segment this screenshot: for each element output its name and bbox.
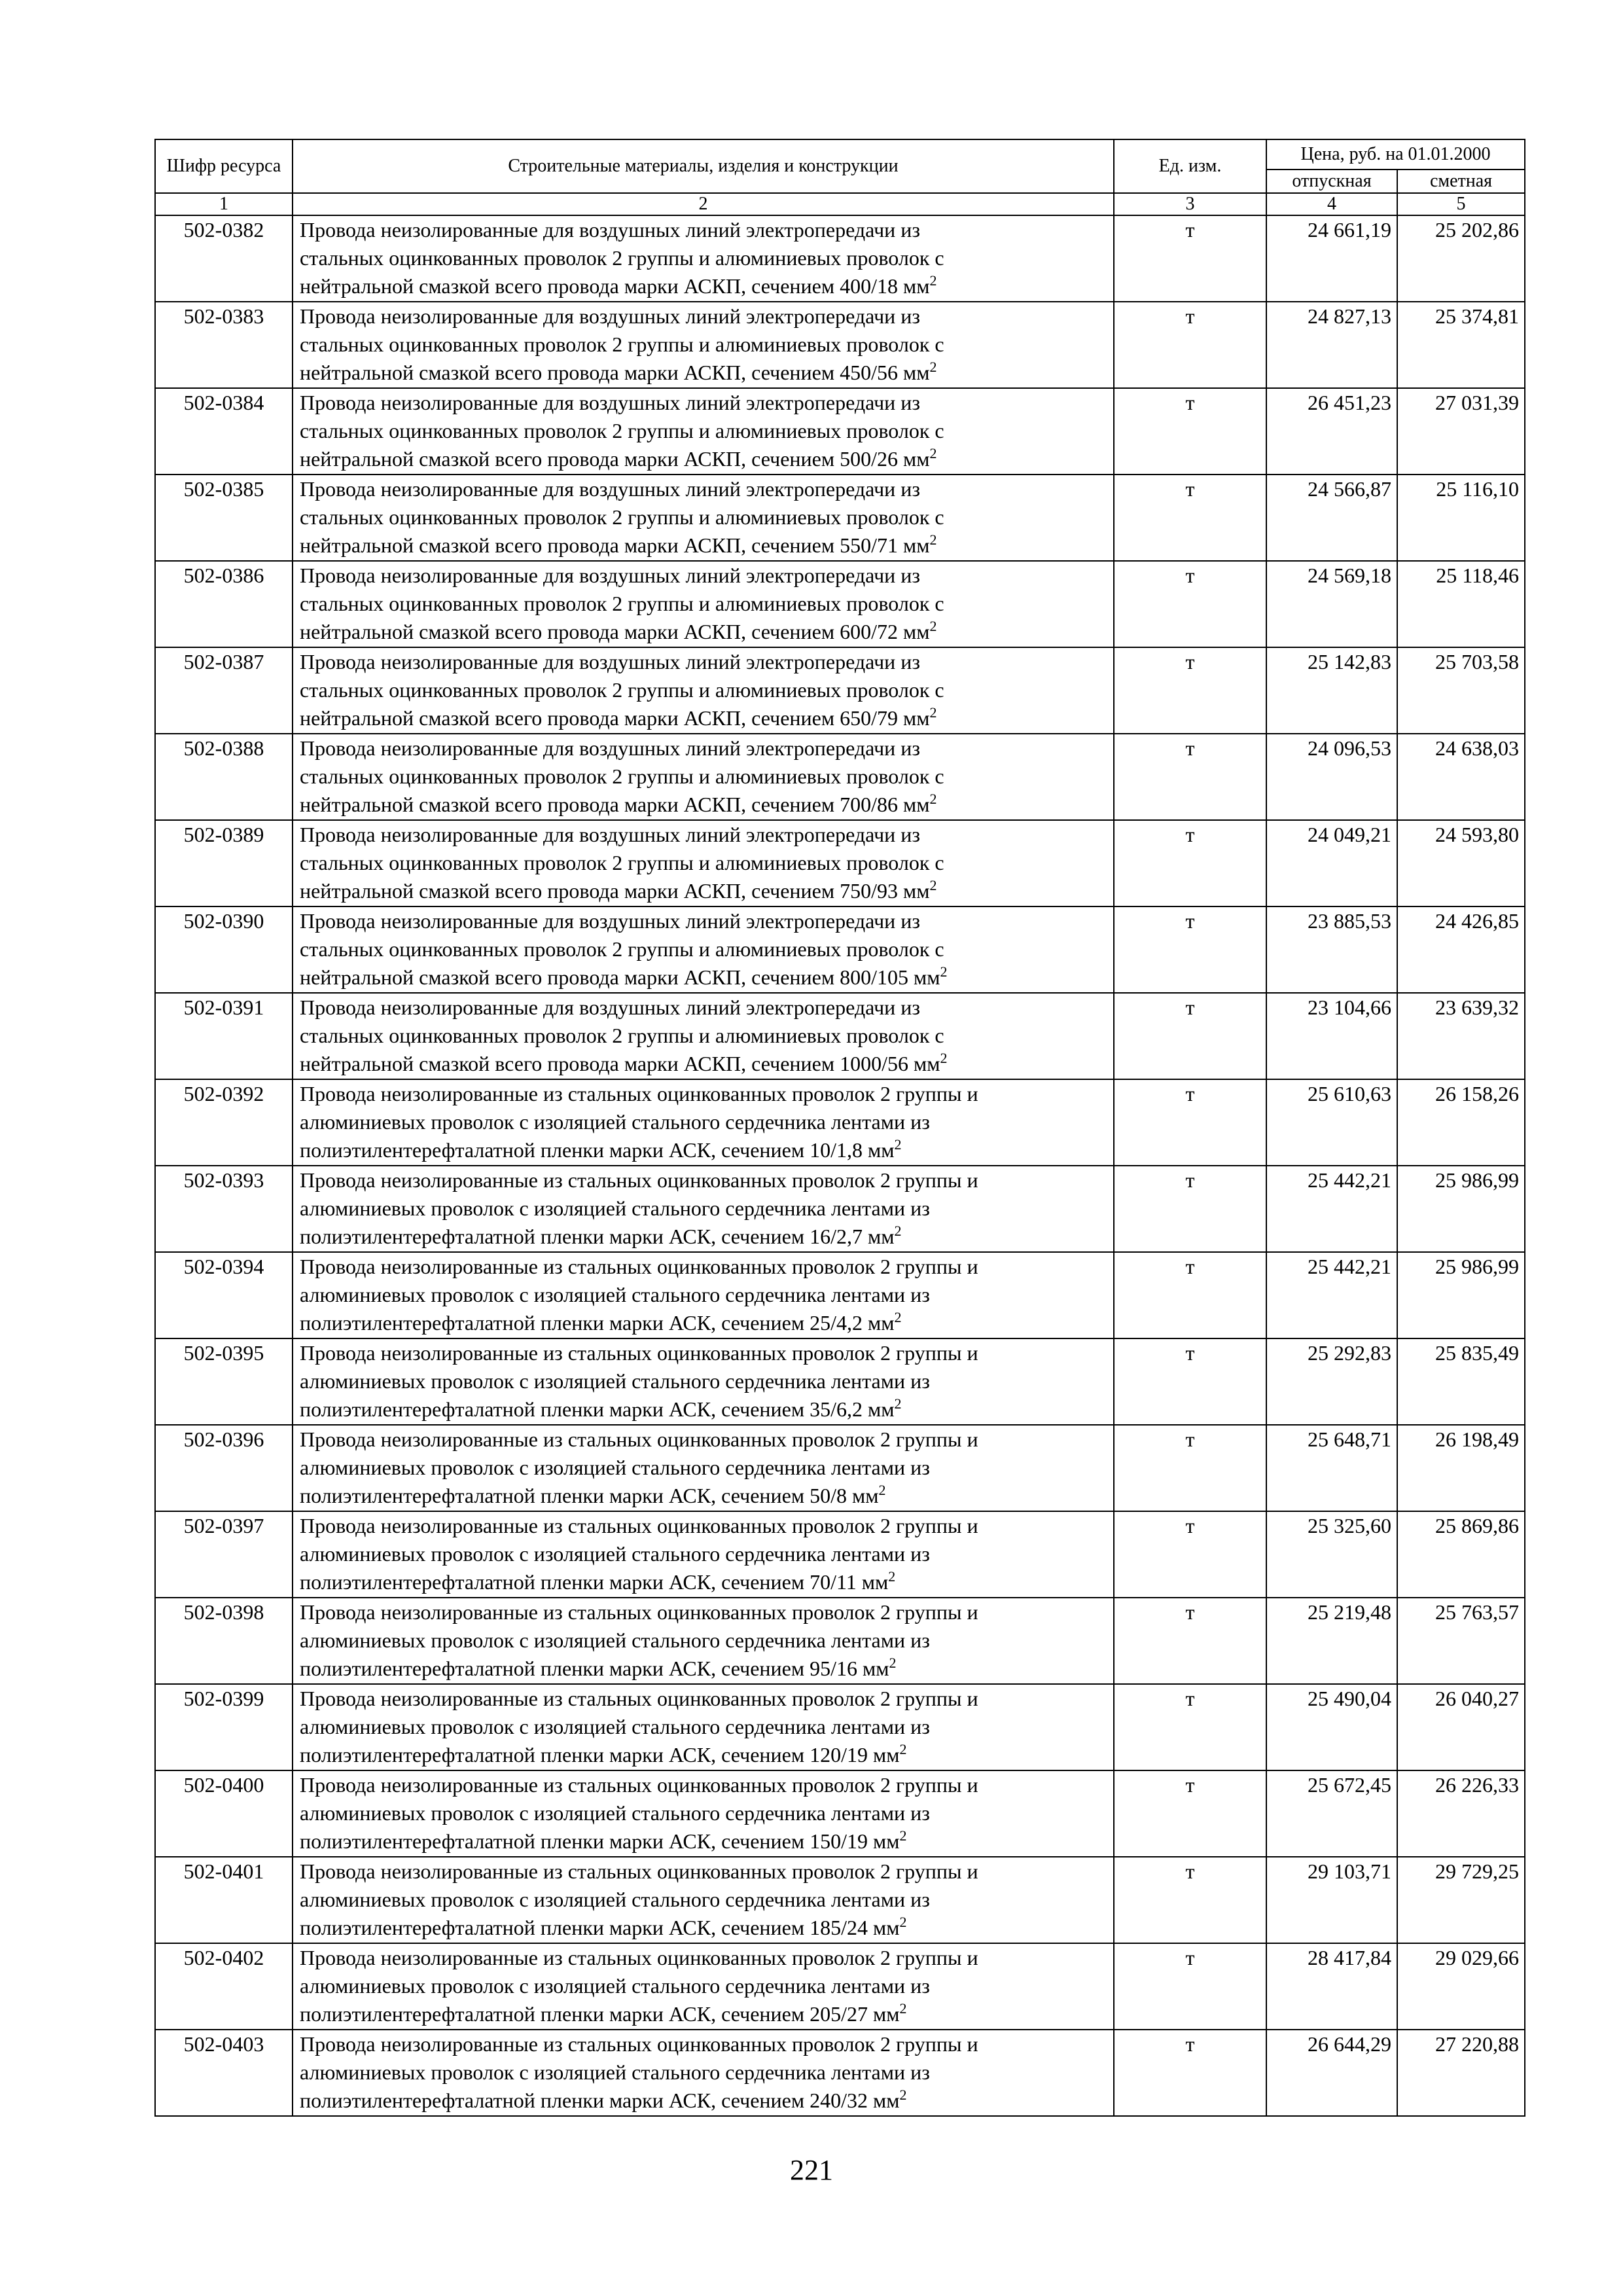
unit-exponent: 2	[929, 445, 937, 461]
unit-cell: т	[1114, 1079, 1266, 1166]
price-estimate: 26 158,26	[1397, 1079, 1525, 1166]
description-line: полиэтилентерефталатной пленки марки АСК, сечением 205/27 мм	[300, 2002, 900, 2026]
price-table	[154, 139, 1525, 2117]
table-row	[155, 1338, 1525, 1425]
description-line: нейтральной смазкой всего провода марки АСКП, сечением 600/72 мм	[300, 620, 930, 643]
price-release: 26 644,29	[1266, 2030, 1397, 2116]
price-release: 25 490,04	[1266, 1684, 1397, 1770]
description-line: алюминиевых проволок с изоляцией стального сердечника лентами из	[300, 1628, 930, 1652]
description-line: нейтральной смазкой всего провода марки АСКП, сечением 400/18 мм	[300, 274, 930, 298]
material-description	[293, 1598, 1114, 1684]
price-release: 25 672,45	[1266, 1770, 1397, 1857]
price-release: 25 219,48	[1266, 1598, 1397, 1684]
unit-exponent: 2	[894, 1309, 902, 1325]
price-release: 24 661,19	[1266, 215, 1397, 302]
table-row	[155, 561, 1525, 647]
price-release: 25 292,83	[1266, 1338, 1397, 1425]
unit-exponent: 2	[889, 1655, 897, 1671]
description-line: полиэтилентерефталатной пленки марки АСК, сечением 25/4,2 мм	[300, 1311, 895, 1335]
resource-code: 502-0395	[155, 1338, 293, 1425]
price-estimate: 25 118,46	[1397, 561, 1525, 647]
description-line: Провода неизолированные из стальных оцинкованных проволок 2 группы и	[300, 1341, 978, 1365]
resource-code: 502-0394	[155, 1252, 293, 1338]
description-line: нейтральной смазкой всего провода марки АСКП, сечением 1000/56 мм	[300, 1052, 940, 1075]
resource-code: 502-0390	[155, 906, 293, 993]
description-line: Провода неизолированные для воздушных линий электропередачи из	[300, 391, 921, 414]
material-description	[293, 1684, 1114, 1770]
description-line: Провода неизолированные из стальных оцинкованных проволок 2 группы и	[300, 1514, 978, 1537]
description-line: алюминиевых проволок с изоляцией стального сердечника лентами из	[300, 1542, 930, 1566]
description-line: Провода неизолированные из стальных оцинкованных проволок 2 группы и	[300, 1859, 978, 1883]
price-estimate: 27 220,88	[1397, 2030, 1525, 2116]
material-description	[293, 1166, 1114, 1252]
unit-exponent: 2	[899, 1914, 907, 1930]
price-estimate: 25 869,86	[1397, 1511, 1525, 1598]
unit-cell: т	[1114, 1511, 1266, 1598]
unit-cell: т	[1114, 388, 1266, 475]
unit-cell: т	[1114, 993, 1266, 1079]
table-row	[155, 215, 1525, 302]
price-estimate: 25 986,99	[1397, 1166, 1525, 1252]
price-estimate: 25 374,81	[1397, 302, 1525, 388]
material-description	[293, 1252, 1114, 1338]
description-line: стальных оцинкованных проволок 2 группы и алюминиевых проволок с	[300, 851, 944, 874]
description-line: нейтральной смазкой всего провода марки АСКП, сечением 550/71 мм	[300, 533, 930, 557]
table-row	[155, 1598, 1525, 1684]
price-estimate: 29 029,66	[1397, 1943, 1525, 2030]
material-description	[293, 2030, 1114, 2116]
description-line: стальных оцинкованных проволок 2 группы и алюминиевых проволок с	[300, 505, 944, 529]
material-description	[293, 1338, 1114, 1425]
material-description	[293, 1943, 1114, 2030]
unit-cell: т	[1114, 1598, 1266, 1684]
description-line: полиэтилентерефталатной пленки марки АСК, сечением 185/24 мм	[300, 1916, 900, 1939]
material-description	[293, 1425, 1114, 1511]
description-line: Провода неизолированные из стальных оцинкованных проволок 2 группы и	[300, 1600, 978, 1624]
unit-exponent: 2	[929, 704, 937, 721]
table-row	[155, 388, 1525, 475]
table-row	[155, 1079, 1525, 1166]
description-line: полиэтилентерефталатной пленки марки АСК, сечением 120/19 мм	[300, 1743, 900, 1767]
resource-code: 502-0396	[155, 1425, 293, 1511]
material-description	[293, 906, 1114, 993]
price-estimate: 26 040,27	[1397, 1684, 1525, 1770]
material-description	[293, 475, 1114, 561]
description-line: стальных оцинкованных проволок 2 группы и алюминиевых проволок с	[300, 1024, 944, 1047]
resource-code: 502-0393	[155, 1166, 293, 1252]
table-row	[155, 820, 1525, 906]
header-material: Строительные материалы, изделия и конструкции	[293, 139, 1114, 193]
table-row	[155, 1857, 1525, 1943]
table-row	[155, 1511, 1525, 1598]
price-estimate: 24 638,03	[1397, 734, 1525, 820]
table-row	[155, 647, 1525, 734]
price-estimate: 27 031,39	[1397, 388, 1525, 475]
description-line: алюминиевых проволок с изоляцией стального сердечника лентами из	[300, 1974, 930, 1998]
price-release: 25 142,83	[1266, 647, 1397, 734]
resource-code: 502-0383	[155, 302, 293, 388]
unit-exponent: 2	[894, 1223, 902, 1239]
description-line: алюминиевых проволок с изоляцией стального сердечника лентами из	[300, 1456, 930, 1479]
page-number: 221	[790, 2154, 833, 2186]
description-line: полиэтилентерефталатной пленки марки АСК, сечением 95/16 мм	[300, 1657, 889, 1680]
table-row	[155, 1943, 1525, 2030]
description-line: алюминиевых проволок с изоляцией стального сердечника лентами из	[300, 1110, 930, 1134]
table-header	[155, 139, 1525, 215]
description-line: стальных оцинкованных проволок 2 группы и алюминиевых проволок с	[300, 764, 944, 788]
description-line: Провода неизолированные для воздушных линий электропередачи из	[300, 823, 921, 846]
material-description	[293, 215, 1114, 302]
table-row	[155, 475, 1525, 561]
unit-cell: т	[1114, 1166, 1266, 1252]
price-estimate: 25 763,57	[1397, 1598, 1525, 1684]
unit-exponent: 2	[899, 2087, 907, 2103]
resource-code: 502-0387	[155, 647, 293, 734]
unit-exponent: 2	[929, 791, 937, 807]
unit-exponent: 2	[940, 1050, 948, 1066]
resource-code: 502-0403	[155, 2030, 293, 2116]
material-description	[293, 302, 1114, 388]
price-release: 23 104,66	[1266, 993, 1397, 1079]
unit-cell: т	[1114, 302, 1266, 388]
col-number-5: 5	[1397, 193, 1525, 215]
description-line: алюминиевых проволок с изоляцией стального сердечника лентами из	[300, 1369, 930, 1393]
unit-exponent: 2	[929, 359, 937, 375]
description-line: нейтральной смазкой всего провода марки АСКП, сечением 750/93 мм	[300, 879, 930, 903]
unit-cell: т	[1114, 1338, 1266, 1425]
table-row	[155, 1425, 1525, 1511]
resource-code: 502-0386	[155, 561, 293, 647]
unit-exponent: 2	[899, 1741, 907, 1757]
description-line: полиэтилентерефталатной пленки марки АСК, сечением 10/1,8 мм	[300, 1138, 895, 1162]
description-line: алюминиевых проволок с изоляцией стального сердечника лентами из	[300, 1888, 930, 1911]
resource-code: 502-0384	[155, 388, 293, 475]
description-line: Провода неизолированные для воздушных линий электропередачи из	[300, 304, 921, 328]
material-description	[293, 1079, 1114, 1166]
resource-code: 502-0401	[155, 1857, 293, 1943]
table-row	[155, 1166, 1525, 1252]
description-line: стальных оцинкованных проволок 2 группы и алюминиевых проволок с	[300, 332, 944, 356]
unit-exponent: 2	[899, 2000, 907, 2017]
description-line: полиэтилентерефталатной пленки марки АСК, сечением 70/11 мм	[300, 1570, 889, 1594]
price-release: 29 103,71	[1266, 1857, 1397, 1943]
resource-code: 502-0385	[155, 475, 293, 561]
col-number-3: 3	[1114, 193, 1266, 215]
description-line: Провода неизолированные для воздушных линий электропередачи из	[300, 564, 921, 587]
description-line: полиэтилентерефталатной пленки марки АСК, сечением 240/32 мм	[300, 2089, 900, 2112]
description-line: полиэтилентерефталатной пленки марки АСК, сечением 16/2,7 мм	[300, 1225, 895, 1248]
resource-code: 502-0392	[155, 1079, 293, 1166]
price-estimate: 24 593,80	[1397, 820, 1525, 906]
unit-cell: т	[1114, 215, 1266, 302]
description-line: нейтральной смазкой всего провода марки АСКП, сечением 800/105 мм	[300, 965, 940, 989]
table-row	[155, 302, 1525, 388]
price-release: 25 610,63	[1266, 1079, 1397, 1166]
unit-cell: т	[1114, 820, 1266, 906]
description-line: стальных оцинкованных проволок 2 группы и алюминиевых проволок с	[300, 246, 944, 270]
unit-exponent: 2	[929, 877, 937, 893]
description-line: Провода неизолированные для воздушных линий электропередачи из	[300, 909, 921, 933]
resource-code: 502-0388	[155, 734, 293, 820]
unit-cell: т	[1114, 1943, 1266, 2030]
col-number-1: 1	[155, 193, 293, 215]
description-line: стальных оцинкованных проволок 2 группы и алюминиевых проволок с	[300, 419, 944, 442]
material-description	[293, 561, 1114, 647]
price-estimate: 25 116,10	[1397, 475, 1525, 561]
unit-cell: т	[1114, 1425, 1266, 1511]
description-line: Провода неизолированные из стальных оцинкованных проволок 2 группы и	[300, 1687, 978, 1710]
description-line: Провода неизолированные из стальных оцинкованных проволок 2 группы и	[300, 1427, 978, 1451]
unit-exponent: 2	[878, 1482, 886, 1498]
price-estimate: 25 986,99	[1397, 1252, 1525, 1338]
price-release: 24 049,21	[1266, 820, 1397, 906]
header-code: Шифр ресурса	[155, 139, 293, 193]
material-description	[293, 820, 1114, 906]
description-line: Провода неизолированные для воздушных линий электропередачи из	[300, 736, 921, 760]
price-estimate: 25 202,86	[1397, 215, 1525, 302]
description-line: полиэтилентерефталатной пленки марки АСК, сечением 150/19 мм	[300, 1829, 900, 1853]
description-line: Провода неизолированные для воздушных линий электропередачи из	[300, 996, 921, 1019]
unit-exponent: 2	[899, 1827, 907, 1844]
price-release: 23 885,53	[1266, 906, 1397, 993]
price-estimate: 26 198,49	[1397, 1425, 1525, 1511]
price-release: 25 442,21	[1266, 1166, 1397, 1252]
description-line: нейтральной смазкой всего провода марки АСКП, сечением 650/79 мм	[300, 706, 930, 730]
material-description	[293, 1511, 1114, 1598]
price-release: 25 648,71	[1266, 1425, 1397, 1511]
col-number-2: 2	[293, 193, 1114, 215]
unit-cell: т	[1114, 1252, 1266, 1338]
unit-cell: т	[1114, 475, 1266, 561]
description-line: алюминиевых проволок с изоляцией стального сердечника лентами из	[300, 1801, 930, 1825]
header-price: Цена, руб. на 01.01.2000	[1266, 139, 1525, 170]
price-estimate: 24 426,85	[1397, 906, 1525, 993]
resource-code: 502-0398	[155, 1598, 293, 1684]
description-line: Провода неизолированные для воздушных линий электропередачи из	[300, 218, 921, 242]
price-release: 24 566,87	[1266, 475, 1397, 561]
material-description	[293, 1770, 1114, 1857]
description-line: стальных оцинкованных проволок 2 группы и алюминиевых проволок с	[300, 592, 944, 615]
unit-cell: т	[1114, 1770, 1266, 1857]
description-line: Провода неизолированные из стальных оцинкованных проволок 2 группы и	[300, 2032, 978, 2056]
header-price-release: отпускная	[1266, 170, 1397, 193]
table-row	[155, 1684, 1525, 1770]
unit-exponent: 2	[940, 963, 948, 980]
resource-code: 502-0399	[155, 1684, 293, 1770]
description-line: Провода неизолированные для воздушных линий электропередачи из	[300, 650, 921, 673]
price-release: 25 325,60	[1266, 1511, 1397, 1598]
header-price-estimate: сметная	[1397, 170, 1525, 193]
table-row	[155, 2030, 1525, 2116]
unit-cell: т	[1114, 1684, 1266, 1770]
description-line: нейтральной смазкой всего провода марки АСКП, сечением 500/26 мм	[300, 447, 930, 471]
price-estimate: 25 835,49	[1397, 1338, 1525, 1425]
table-row	[155, 993, 1525, 1079]
price-release: 24 827,13	[1266, 302, 1397, 388]
description-line: полиэтилентерефталатной пленки марки АСК, сечением 35/6,2 мм	[300, 1397, 895, 1421]
price-estimate: 26 226,33	[1397, 1770, 1525, 1857]
unit-exponent: 2	[929, 618, 937, 634]
resource-code: 502-0402	[155, 1943, 293, 2030]
table-row	[155, 1252, 1525, 1338]
price-estimate: 23 639,32	[1397, 993, 1525, 1079]
material-description	[293, 993, 1114, 1079]
unit-exponent: 2	[894, 1395, 902, 1412]
description-line: стальных оцинкованных проволок 2 группы и алюминиевых проволок с	[300, 678, 944, 702]
unit-cell: т	[1114, 647, 1266, 734]
description-line: алюминиевых проволок с изоляцией стального сердечника лентами из	[300, 1196, 930, 1220]
resource-code: 502-0391	[155, 993, 293, 1079]
price-release: 24 569,18	[1266, 561, 1397, 647]
description-line: алюминиевых проволок с изоляцией стального сердечника лентами из	[300, 2060, 930, 2084]
price-release: 25 442,21	[1266, 1252, 1397, 1338]
unit-cell: т	[1114, 734, 1266, 820]
description-line: Провода неизолированные из стальных оцинкованных проволок 2 группы и	[300, 1255, 978, 1278]
table-row	[155, 906, 1525, 993]
material-description	[293, 388, 1114, 475]
description-line: Провода неизолированные для воздушных линий электропередачи из	[300, 477, 921, 501]
unit-exponent: 2	[929, 272, 937, 289]
material-description	[293, 647, 1114, 734]
description-line: нейтральной смазкой всего провода марки АСКП, сечением 450/56 мм	[300, 361, 930, 384]
material-description	[293, 734, 1114, 820]
unit-cell: т	[1114, 561, 1266, 647]
header-unit: Ед. изм.	[1114, 139, 1266, 193]
price-estimate: 25 703,58	[1397, 647, 1525, 734]
resource-code: 502-0389	[155, 820, 293, 906]
resource-code: 502-0397	[155, 1511, 293, 1598]
description-line: стальных оцинкованных проволок 2 группы и алюминиевых проволок с	[300, 937, 944, 961]
material-description	[293, 1857, 1114, 1943]
unit-cell: т	[1114, 2030, 1266, 2116]
description-line: алюминиевых проволок с изоляцией стального сердечника лентами из	[300, 1715, 930, 1738]
table-row	[155, 1770, 1525, 1857]
price-release: 26 451,23	[1266, 388, 1397, 475]
resource-code: 502-0382	[155, 215, 293, 302]
unit-exponent: 2	[894, 1136, 902, 1153]
table-body	[155, 215, 1525, 2116]
unit-cell: т	[1114, 906, 1266, 993]
table-row	[155, 734, 1525, 820]
description-line: нейтральной смазкой всего провода марки АСКП, сечением 700/86 мм	[300, 793, 930, 816]
price-release: 28 417,84	[1266, 1943, 1397, 2030]
resource-code: 502-0400	[155, 1770, 293, 1857]
unit-cell: т	[1114, 1857, 1266, 1943]
col-number-4: 4	[1266, 193, 1397, 215]
description-line: алюминиевых проволок с изоляцией стального сердечника лентами из	[300, 1283, 930, 1306]
description-line: Провода неизолированные из стальных оцинкованных проволок 2 группы и	[300, 1168, 978, 1192]
price-release: 24 096,53	[1266, 734, 1397, 820]
price-estimate: 29 729,25	[1397, 1857, 1525, 1943]
unit-exponent: 2	[929, 531, 937, 548]
description-line: Провода неизолированные из стальных оцинкованных проволок 2 группы и	[300, 1773, 978, 1797]
description-line: Провода неизолированные из стальных оцинкованных проволок 2 группы и	[300, 1082, 978, 1105]
unit-exponent: 2	[888, 1568, 896, 1585]
description-line: полиэтилентерефталатной пленки марки АСК, сечением 50/8 мм	[300, 1484, 879, 1507]
description-line: Провода неизолированные из стальных оцинкованных проволок 2 группы и	[300, 1946, 978, 1969]
